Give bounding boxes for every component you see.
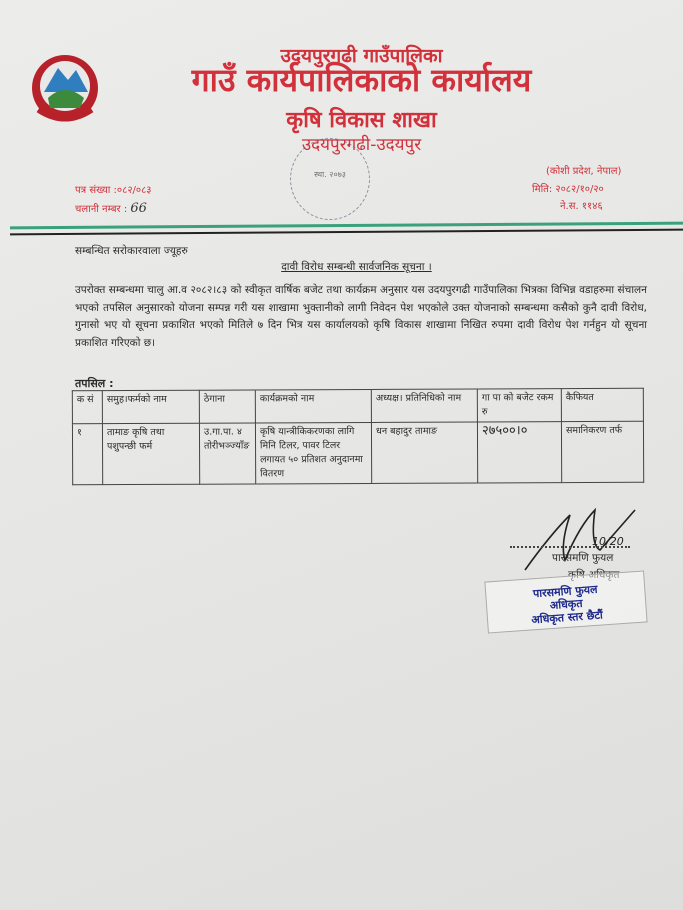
nepal-sambat-date: ने.स. ११४६ (560, 201, 603, 212)
cell-serial: १ (72, 424, 102, 485)
dispatch-number (75, 201, 147, 216)
dispatch-value: 66 (130, 201, 147, 216)
signatory-title: कृषि अधिकृत (568, 569, 620, 581)
subject: दावी विरोध सम्बन्धी सार्वजनिक सूचना । (281, 261, 432, 273)
details-table (72, 388, 644, 485)
col-header: क सं (72, 391, 102, 424)
signature-date: 10/20 (592, 535, 624, 548)
stamp-line: अधिकृत (549, 596, 583, 613)
office-round-stamp (290, 138, 370, 220)
notice-paragraph: उपरोक्त सम्बन्धमा चालु आ.व २०८२।८३ को स्वीकृत वार्षिक बजेट तथा कार्यक्रम अनुसार यस उदयपुरगढी गाउँपालिका भित्रका विभिन्न वडाहरुमा संचालन भएको तपसिल अनुसारको योजना सम्पन्न गरी यस शाखामा भुक्तानीको लागी निवेदन पेश भएकोले उक्त योजनाको सम्बन्धमा कसैको कुनै दावी विरोध, गुनासो भए यो सूचना प्रकाशित भएको मितिले ७ दिन भित्र यस कार्यालयको कृषि विकास शाखामा निखित रुपमा दावी विरोध पेश गर्नहुन यो सूचना प्रकाशित गरिएको छ। (75, 284, 647, 349)
province: (कोशी प्रदेश, नेपाल) (546, 166, 622, 177)
salutation: सम्बन्धित सरोकारवाला ज्यूहरु (75, 245, 188, 257)
stamp-text: स्था. २०७३ (314, 170, 346, 179)
stamp-line: पारसमणि फुयल (532, 582, 598, 601)
header-rule-green (10, 222, 683, 230)
section-name: कृषि विकास शाखा (286, 108, 437, 133)
reference-number: पत्र संख्या :०८२/०८३ (75, 185, 152, 196)
table-header-row (72, 388, 643, 423)
cell-representative: धन बहादुर तामाङ (371, 422, 477, 483)
col-header: समुह।फर्मको नाम (102, 390, 199, 423)
col-header: कार्यक्रमको नाम (255, 389, 371, 423)
municipality-name: उदयपुरगढी गाउँपालिका (280, 45, 443, 67)
signatory-name: पारसमणि फुयल (552, 552, 614, 564)
cell-budget: २७५००।० (477, 422, 561, 483)
col-header: ठेगाना (199, 390, 255, 423)
cell-remarks: समानिकरण तर्फ (561, 421, 643, 482)
signature-line (510, 546, 630, 548)
stamp-line: अधिकृत स्तर छैटौं (530, 608, 604, 627)
office-title: गाउँ कार्यपालिकाको कार्यालय (191, 61, 532, 99)
letter-date: मिति: २०८२/१०/२० (532, 184, 604, 195)
col-header: कैफियत (561, 388, 643, 421)
table-caption: तपसिल : (75, 377, 114, 390)
header-rule-black (10, 229, 683, 236)
cell-address: उ.गा.पा. ४ तोरीभञ्ज्याँङ (199, 423, 255, 484)
signatory-stamp (484, 570, 647, 633)
table-row (72, 421, 643, 484)
col-header: अध्यक्ष। प्रतिनिधिको नाम (371, 389, 477, 422)
place-name: उदयपुरगढी-उदयपुर (301, 135, 422, 155)
dispatch-label: चलानी नम्बर : (75, 204, 128, 215)
col-header: गा पा को बजेट रकम रु (477, 389, 561, 422)
cell-program: कृषि यान्त्रीकिकरणका लागि मिनि टिलर, पावर टिलर लगायत ५० प्रतिशत अनुदानमा वितरण (255, 422, 371, 484)
cell-group-name: तामाङ कृषि तथा पशुपन्छी फर्म (102, 423, 199, 484)
